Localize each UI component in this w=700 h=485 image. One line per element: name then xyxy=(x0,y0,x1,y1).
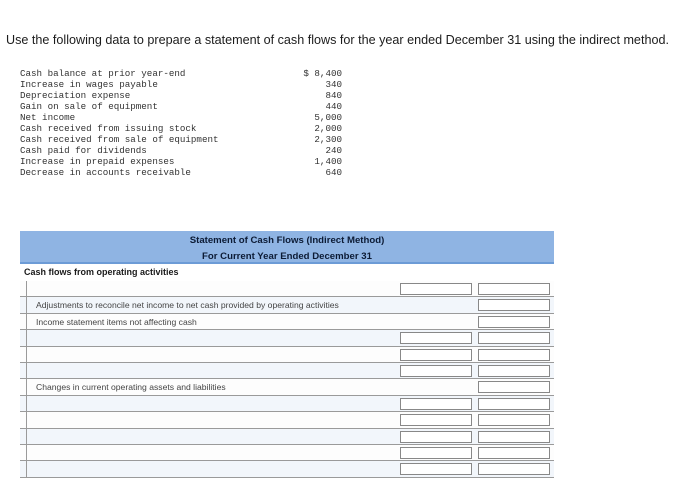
amount-input[interactable] xyxy=(400,398,472,410)
amount-input[interactable] xyxy=(400,332,472,344)
operating-section-header xyxy=(20,262,554,282)
statement-row xyxy=(20,429,554,445)
data-value: 640 xyxy=(325,167,342,178)
data-row xyxy=(20,90,342,101)
statement-row xyxy=(20,445,554,461)
statement-row xyxy=(20,461,554,477)
data-row xyxy=(20,145,342,156)
data-value: 840 xyxy=(325,90,342,101)
data-row xyxy=(20,79,342,90)
total-input[interactable] xyxy=(478,381,550,393)
data-value: 1,400 xyxy=(314,156,342,167)
data-row xyxy=(20,167,342,178)
data-label: Depreciation expense xyxy=(20,90,131,101)
data-label: Decrease in accounts receivable xyxy=(20,167,191,178)
cash-flow-statement-form xyxy=(20,231,554,476)
total-input[interactable] xyxy=(478,463,550,475)
given-data-table xyxy=(20,68,342,178)
instructions-text: Use the following data to prepare a statement of cash flows for the year ended December 31 using the indirect method. xyxy=(6,33,669,47)
row-label-text: Changes in current operating assets and liabilities xyxy=(36,382,226,393)
data-value: 340 xyxy=(325,79,342,90)
row-label-text: Adjustments to reconcile net income to net cash provided by operating activities xyxy=(36,300,339,311)
total-input[interactable] xyxy=(478,398,550,410)
statement-row xyxy=(20,412,554,428)
statement-grid xyxy=(20,281,554,478)
data-value: 5,000 xyxy=(314,112,342,123)
data-label: Cash paid for dividends xyxy=(20,145,147,156)
statement-row xyxy=(20,297,554,313)
data-row xyxy=(20,68,342,79)
statement-row xyxy=(20,281,554,297)
data-value: $ 8,400 xyxy=(303,68,342,79)
statement-row xyxy=(20,347,554,363)
data-row xyxy=(20,112,342,123)
total-input[interactable] xyxy=(478,431,550,443)
amount-input[interactable] xyxy=(400,414,472,426)
data-label: Gain on sale of equipment xyxy=(20,101,158,112)
data-row xyxy=(20,123,342,134)
amount-input[interactable] xyxy=(400,463,472,475)
total-input[interactable] xyxy=(478,299,550,311)
statement-row xyxy=(20,379,554,395)
statement-row xyxy=(20,314,554,330)
data-value: 2,300 xyxy=(314,134,342,145)
data-value: 440 xyxy=(325,101,342,112)
data-label: Increase in wages payable xyxy=(20,79,158,90)
total-input[interactable] xyxy=(478,349,550,361)
amount-input[interactable] xyxy=(400,365,472,377)
data-label: Increase in prepaid expenses xyxy=(20,156,175,167)
statement-row xyxy=(20,396,554,412)
amount-input[interactable] xyxy=(400,447,472,459)
data-row xyxy=(20,134,342,145)
data-label: Cash received from sale of equipment xyxy=(20,134,219,145)
total-input[interactable] xyxy=(478,365,550,377)
data-label: Cash received from issuing stock xyxy=(20,123,197,134)
statement-row xyxy=(20,330,554,346)
amount-input[interactable] xyxy=(400,431,472,443)
statement-title: Statement of Cash Flows (Indirect Method) xyxy=(189,235,385,246)
total-input[interactable] xyxy=(478,414,550,426)
operating-section-label: Cash flows from operating activities xyxy=(24,267,179,277)
data-row xyxy=(20,156,342,167)
total-input[interactable] xyxy=(478,447,550,459)
statement-row xyxy=(20,363,554,379)
data-row xyxy=(20,101,342,112)
amount-input[interactable] xyxy=(400,349,472,361)
statement-subtitle: For Current Year Ended December 31 xyxy=(202,251,372,262)
total-input[interactable] xyxy=(478,283,550,295)
data-label: Net income xyxy=(20,112,76,123)
amount-input[interactable] xyxy=(400,283,472,295)
data-value: 2,000 xyxy=(314,123,342,134)
row-label-text: Income statement items not affecting cash xyxy=(36,316,197,327)
data-value: 240 xyxy=(325,145,342,156)
data-label: Cash balance at prior year-end xyxy=(20,68,186,79)
total-input[interactable] xyxy=(478,316,550,328)
total-input[interactable] xyxy=(478,332,550,344)
